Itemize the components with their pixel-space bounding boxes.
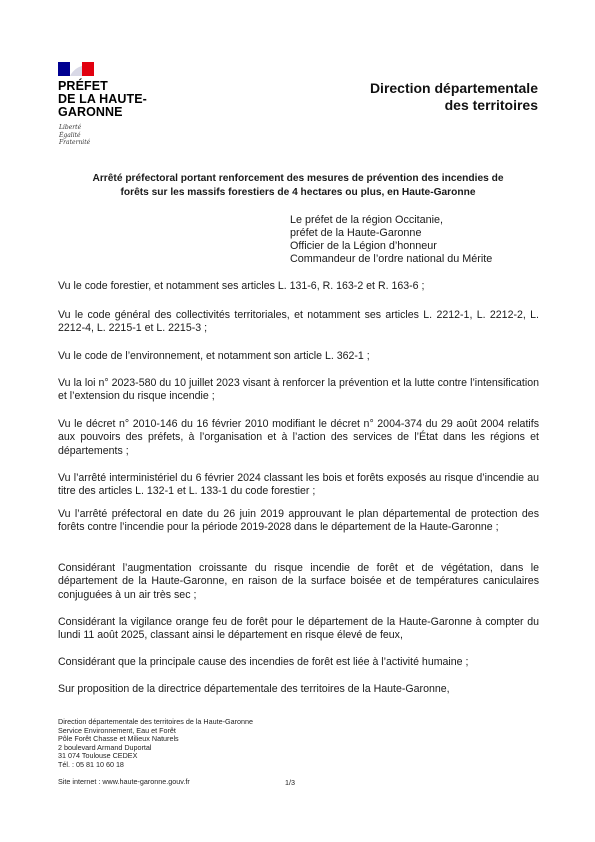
footer-website-link[interactable]: Site internet : www.haute-garonne.gouv.fr bbox=[58, 777, 190, 786]
prefecture-name-line-2: DE LA HAUTE- bbox=[58, 92, 147, 106]
visa-code-forestier: Vu le code forestier, et notamment ses articles L. 131-6, R. 163-2 et R. 163-6 ; bbox=[58, 280, 425, 292]
motto-liberte: Liberté bbox=[59, 124, 82, 131]
page-number: 1/3 bbox=[285, 778, 295, 787]
footer-phone: Tél. : 05 81 10 60 18 bbox=[58, 760, 124, 769]
prefet-line-2: préfet de la Haute-Garonne bbox=[290, 227, 422, 239]
visa-cgct: Vu le code général des collectivités territoriales, et notamment ses articles L. 2212-1, L. 2212-2, L. 2212-4, L. 2215-1 et L. 2215-3 ; bbox=[58, 309, 539, 335]
visa-arrete-interministeriel: Vu l’arrêté interministériel du 6 février 2024 classant les bois et forêts exposés au risque d’incendie au titre des articles L. 132-1 et L. 133-1 du code forestier ; bbox=[58, 472, 539, 498]
visa-arrete-prefectoral: Vu l’arrêté préfectoral en date du 26 juin 2019 approuvant le plan départemental de protection des forêts contre l’incendie pour la période 2019-2028 dans le département de la Haute-Garonne ; bbox=[58, 508, 539, 534]
considerant-risque: Considérant l’augmentation croissante du risque incendie de forêt et de végétation, dans le département de la Haute-Garonne, en raison de la surface boisée et de températures caniculaires conjuguées à un air très sec ; bbox=[58, 562, 539, 601]
visa-decret-2010: Vu le décret n° 2010-146 du 16 février 2010 modifiant le décret n° 2004-374 du 29 août 2004 relatifs aux pouvoirs des préfets, à l’organisation et à l’action des services de l’État dans les régions et départements ; bbox=[58, 418, 539, 457]
prefecture-name-line-3: GARONNE bbox=[58, 105, 123, 119]
prefet-line-3: Officier de la Légion d’honneur bbox=[290, 240, 437, 252]
footer-address-line-4: 2 boulevard Armand Duportal bbox=[58, 742, 152, 752]
footer-address-line-2: Service Environnement, Eau et Forêt bbox=[58, 725, 176, 735]
prefecture-name-line-1: PRÉFET bbox=[58, 79, 108, 93]
motto-fraternite: Fraternité bbox=[59, 139, 91, 146]
motto-egalite: Égalité bbox=[59, 131, 81, 139]
considerant-activite-humaine: Considérant que la principale cause des incendies de forêt est liée à l’activité humaine ; bbox=[58, 656, 469, 668]
sur-proposition: Sur proposition de la directrice départementale des territoires de la Haute-Garonne, bbox=[58, 683, 450, 695]
footer-address-line-3: Pôle Forêt Chasse et Milieux Naturels bbox=[58, 734, 179, 744]
prefet-line-4: Commandeur de l’ordre national du Mérite bbox=[290, 253, 493, 265]
footer-address-line-5: 31 074 Toulouse CEDEX bbox=[58, 751, 138, 761]
prefet-line-1: Le préfet de la région Occitanie, bbox=[290, 214, 444, 226]
visa-code-environnement: Vu le code de l’environnement, et notamment son article L. 362-1 ; bbox=[58, 350, 370, 362]
direction-line-1: Direction départementale bbox=[369, 80, 538, 96]
direction-line-2: des territoires bbox=[444, 97, 538, 113]
republic-logo bbox=[58, 62, 94, 76]
document-title-line-1: Arrêté préfectoral portant renforcement des mesures de prévention des incendies de bbox=[92, 173, 504, 184]
considerant-vigilance: Considérant la vigilance orange feu de forêt pour le département de la Haute-Garonne à compter du lundi 11 août 2025, classant ainsi le département en risque élevé de feux, bbox=[58, 616, 539, 642]
footer-address-line-1: Direction départementale des territoires de la Haute-Garonne bbox=[58, 717, 253, 726]
visa-loi-2023: Vu la loi n° 2023-580 du 10 juillet 2023 visant à renforcer la prévention et la lutte contre l’intensification et l’extension du risque incendie ; bbox=[58, 377, 539, 403]
document-title-line-2: forêts sur les massifs forestiers de 4 hectares ou plus, en Haute-Garonne bbox=[120, 187, 476, 198]
marianne-flag-icon bbox=[58, 62, 94, 76]
